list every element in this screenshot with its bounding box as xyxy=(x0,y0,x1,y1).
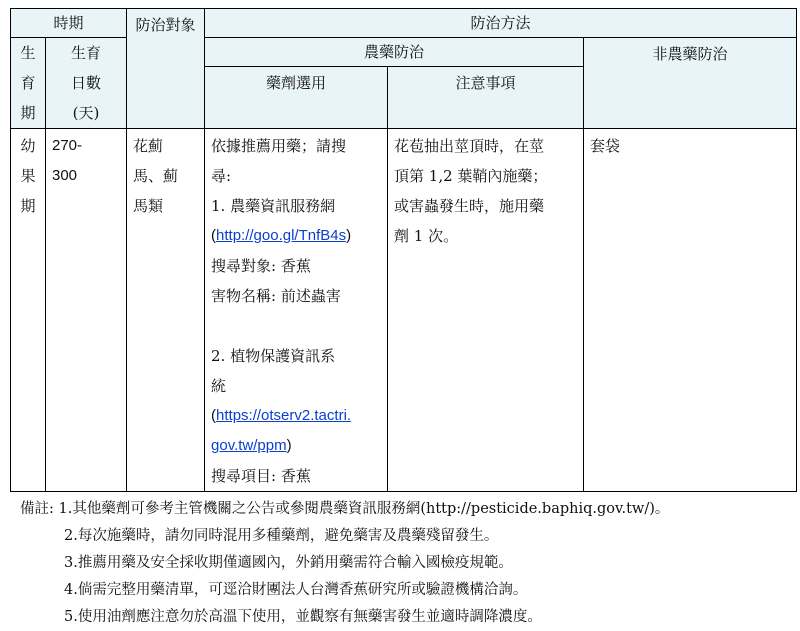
header-row-1 xyxy=(11,9,797,38)
link-line-1: (http://goo.gl/TnfB4s) xyxy=(211,227,352,244)
notes xyxy=(10,496,796,631)
goo-gl-link[interactable]: http://goo.gl/TnfB4s xyxy=(216,227,347,244)
days-cell: 270- 300 xyxy=(46,129,127,492)
precautions-header: 注意事項 xyxy=(388,67,584,129)
method-header: 防治方法 xyxy=(205,9,797,38)
pesticide-header: 農藥防治 xyxy=(205,38,584,67)
table-row xyxy=(11,129,797,492)
note-1: 備註: 1.其他藥劑可參考主管機關之公告或參閱農藥資訊服務網(http://pesticide.baphiq.gov.tw/)。 xyxy=(20,501,670,517)
selection-header: 藥劑選用 xyxy=(205,67,388,129)
otserv-link[interactable]: https://otserv2.tactri. xyxy=(216,407,352,424)
note-5: 5.使用油劑應注意勿於高溫下使用，並觀察有無藥害發生並適時調降濃度。 xyxy=(64,609,542,625)
note-3: 3.推薦用藥及安全採收期僅適國內，外銷用藥需符合輸入國檢疫規範。 xyxy=(64,555,513,571)
non-pesticide-header: 非農藥防治 xyxy=(584,38,797,129)
stage-header: 生 育 期 xyxy=(11,38,46,129)
link-line-2: (https://otserv2.tactri. xyxy=(211,407,352,424)
target-cell: 花薊 馬、薊 馬類 xyxy=(127,129,205,492)
note-4: 4.倘需完整用藥清單，可逕洽財團法人台灣香蕉研究所或驗證機構洽詢。 xyxy=(64,582,528,598)
link-line-3: gov.tw/ppm) xyxy=(211,437,292,454)
target-header: 防治對象 xyxy=(127,9,205,129)
days-header: 生育 日數 (天) xyxy=(46,38,127,129)
selection-cell: 依據推薦用藥；請搜 尋: 1. 農藥資訊服務網 (http://goo.gl/TnfB4s) 搜尋對象: 香蕉 害物名稱: 前述蟲害 2. 植物保護資訊系 統 (https://otserv2.tactri. gov.tw/ppm) 搜尋項目: 香蕉 xyxy=(205,129,388,492)
note-2: 2.每次施藥時，請勿同時混用多種藥劑，避免藥害及農藥殘留發生。 xyxy=(64,528,499,544)
period-header: 時期 xyxy=(11,9,127,38)
non-pesticide-cell: 套袋 xyxy=(584,129,797,492)
precautions-cell: 花苞抽出莖頂時，在莖 頂第 1,2 葉鞘內施藥； 或害蟲發生時，施用藥 劑 1 次。 xyxy=(388,129,584,492)
stage-cell: 幼 果 期 xyxy=(11,129,46,492)
document xyxy=(10,8,796,631)
pest-control-table xyxy=(10,8,797,492)
otserv-link-cont[interactable]: gov.tw/ppm xyxy=(211,437,287,454)
